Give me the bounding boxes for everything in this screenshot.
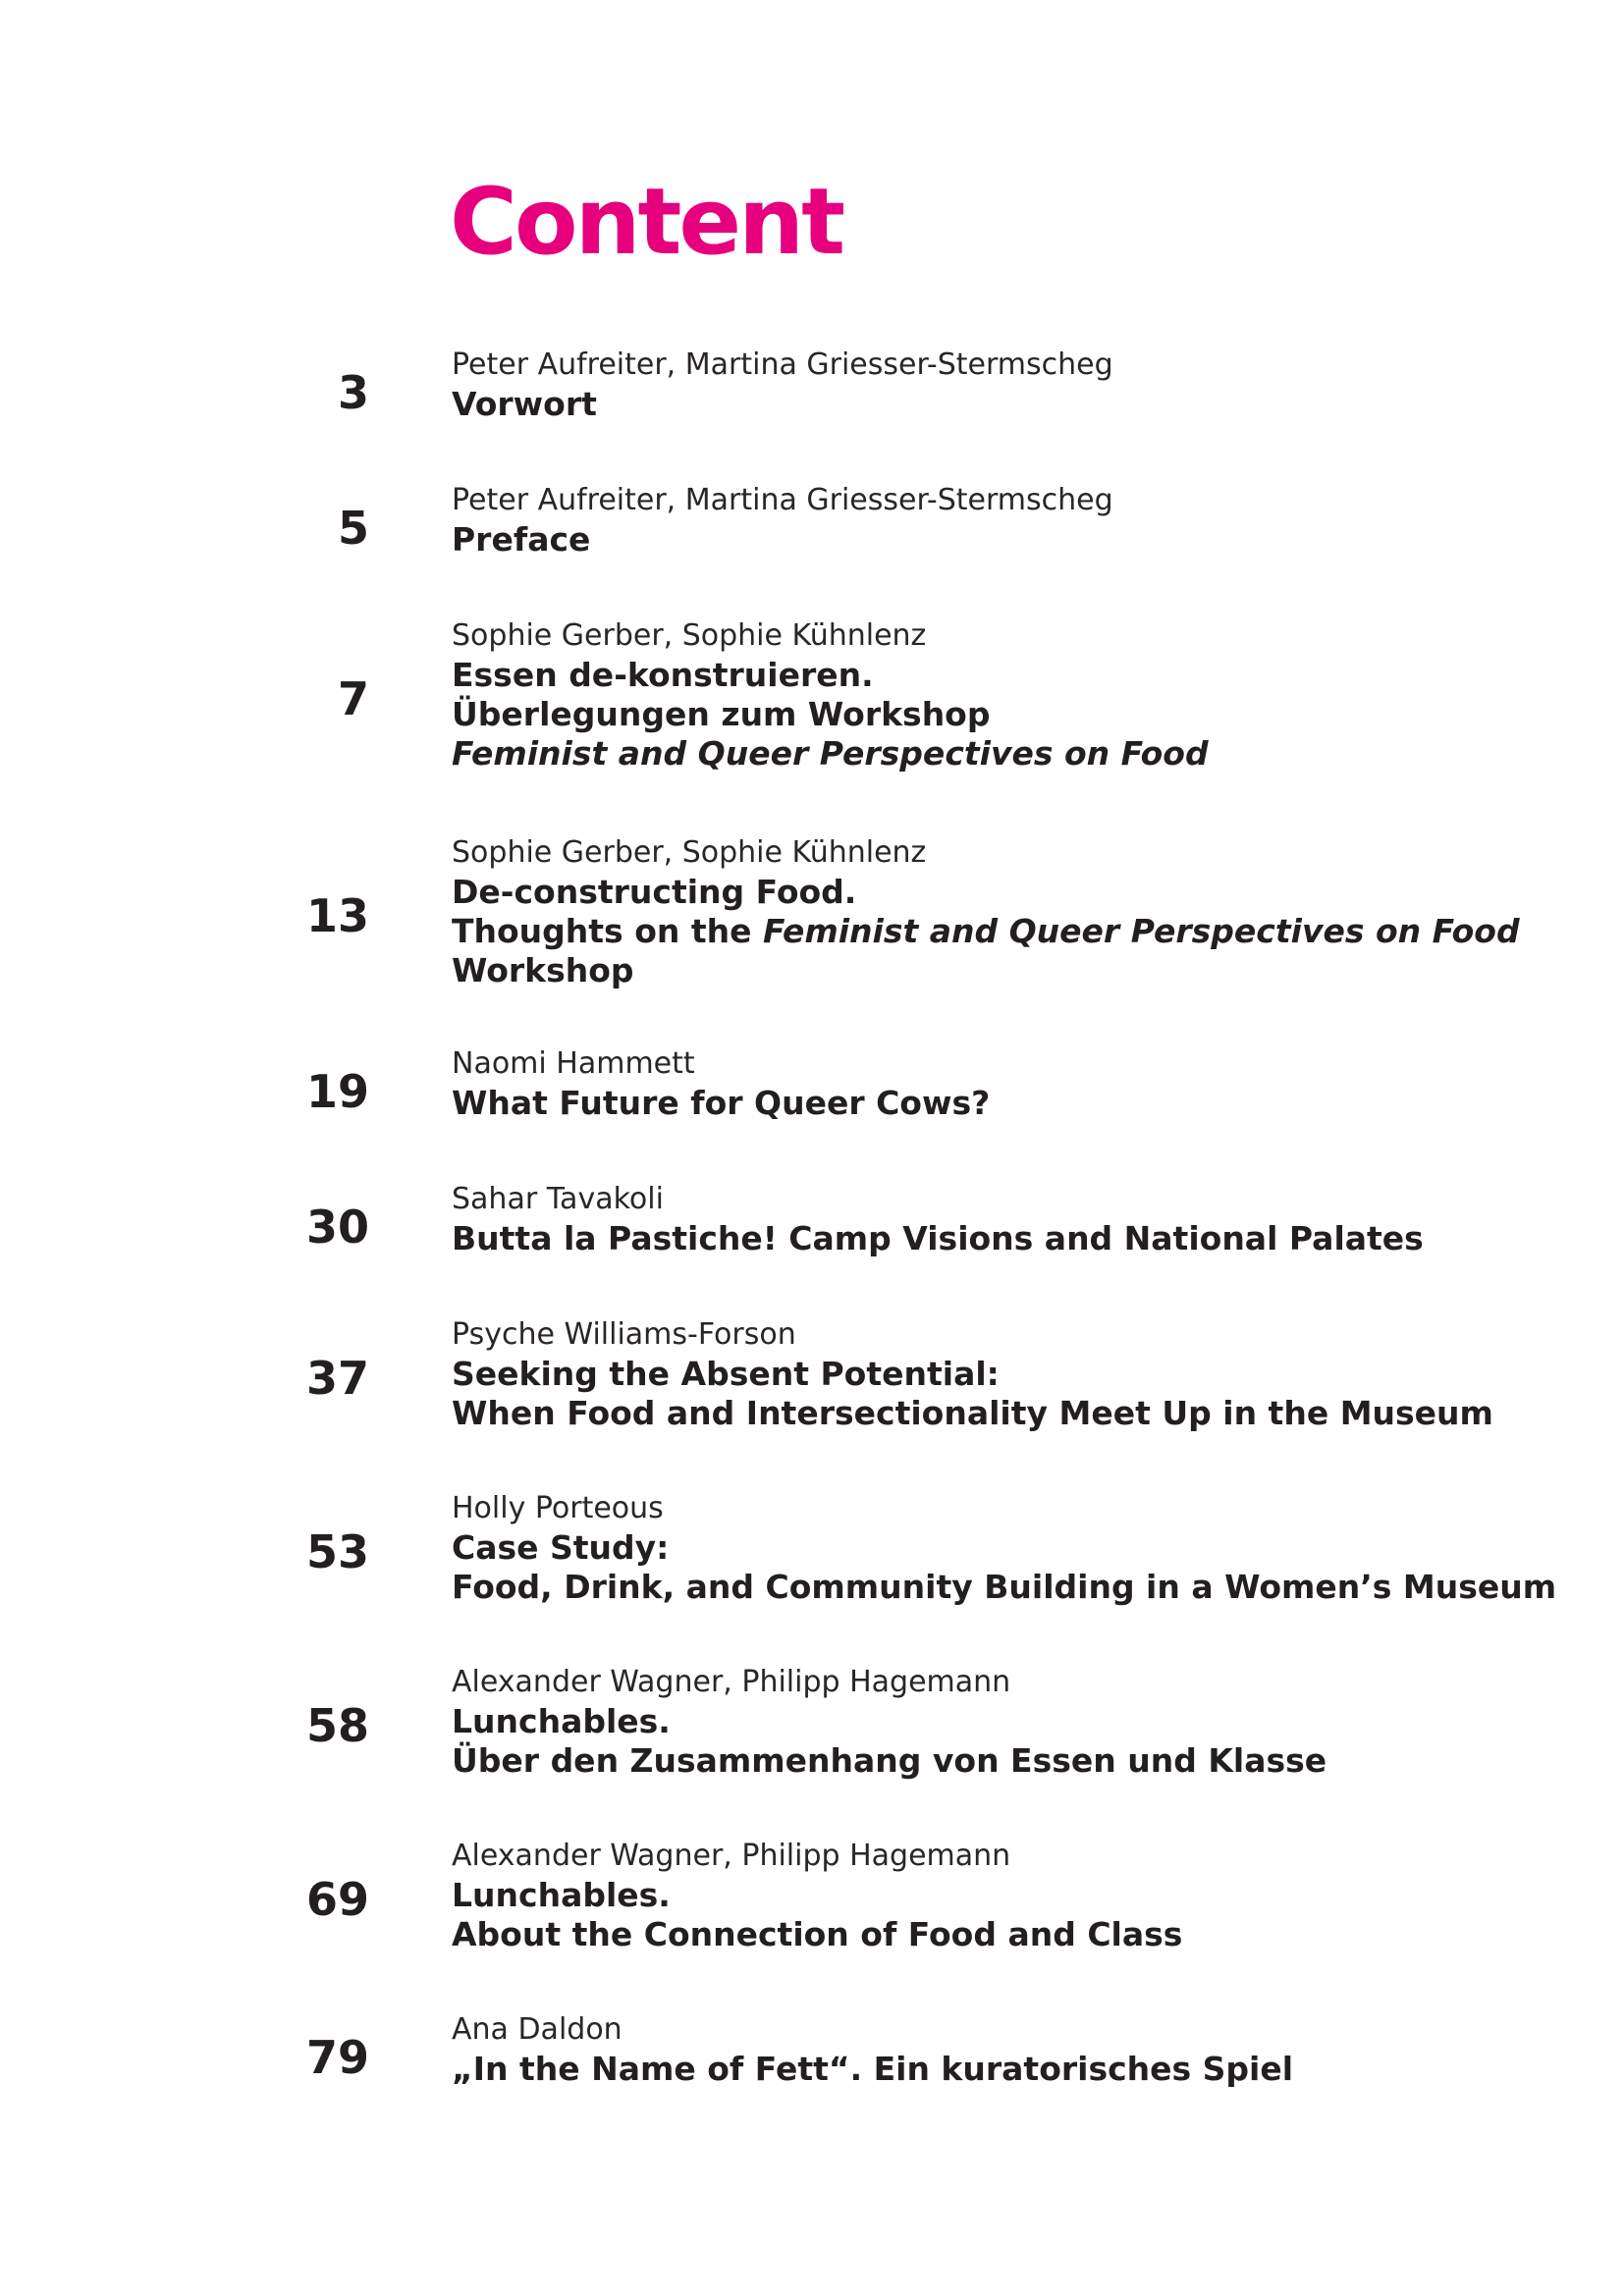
- toc-entry-text: [452, 1489, 1557, 1607]
- toc-entry-authors: Peter Aufreiter, Martina Griesser-Stermscheg: [452, 483, 1113, 517]
- toc-entry-title-line: [452, 1219, 1512, 1258]
- toc-entry-title-line: [452, 951, 1512, 990]
- toc-entry-title-segment: About the Connection of Food and Class: [452, 1915, 1183, 1953]
- toc-entry-title-italic: Feminist and Queer Perspectives on Food: [452, 734, 1209, 773]
- toc-entry-authors: Sophie Gerber, Sophie Kühnlenz: [452, 835, 927, 870]
- toc-entry-authors: Alexander Wagner, Philipp Hagemann: [452, 1665, 1011, 1699]
- toc-entry-authors: Alexander Wagner, Philipp Hagemann: [452, 1839, 1011, 1873]
- toc-entry-title-italic: Feminist and Queer Perspectives on Food: [762, 912, 1520, 950]
- toc-entry-authors: Sahar Tavakoli: [452, 1182, 664, 1216]
- toc-entry-title-segment: Case Study:: [452, 1528, 670, 1567]
- toc-entry-text: [452, 1044, 1512, 1123]
- toc-entry-title-segment: Über den Zusammenhang von Essen und Klasse: [452, 1741, 1327, 1780]
- toc-entry-title-segment: Seeking the Absent Potential:: [452, 1355, 1000, 1393]
- toc-entry-page-number: 37: [305, 1352, 369, 1405]
- toc-entry-text: [452, 346, 1512, 424]
- toc-entry-title-segment: Workshop: [452, 951, 634, 989]
- toc-entry-title-line: [452, 734, 1512, 774]
- toc-entry-title-segment: Vorwort: [452, 385, 597, 423]
- toc-entry-text: [452, 481, 1512, 560]
- toc-entry-text: [452, 1837, 1512, 1954]
- toc-entry-title-line: [452, 1084, 1512, 1123]
- toc-entry-title-segment: Butta la Pastiche! Camp Visions and National Palates: [452, 1219, 1424, 1257]
- toc-entry-authors: Psyche Williams-Forson: [452, 1317, 796, 1352]
- toc-entry-title-line: [452, 1394, 1512, 1433]
- toc-entry-title-segment: De-constructing Food.: [452, 873, 857, 911]
- toc-entry-authors: Sophie Gerber, Sophie Kühnlenz: [452, 618, 927, 653]
- toc-entry-text: [452, 1180, 1512, 1258]
- toc-entry-page-number: 69: [305, 1873, 369, 1926]
- toc-entry-text: [452, 1315, 1512, 1433]
- toc-entry-authors: Holly Porteous: [452, 1491, 664, 1525]
- toc-entry-title-segment: Überlegungen zum Workshop: [452, 695, 991, 733]
- toc-entry-page-number: 53: [305, 1525, 369, 1578]
- toc-entry-title-line: [452, 1741, 1512, 1781]
- toc-entry-authors: Peter Aufreiter, Martina Griesser-Stermscheg: [452, 347, 1113, 382]
- toc-entry-title-segment: What Future for Queer Cows?: [452, 1084, 991, 1122]
- toc-entry-title-line: [452, 695, 1512, 734]
- toc-entry-title-line: [452, 385, 1512, 424]
- toc-entry-title-segment: Lunchables.: [452, 1876, 671, 1914]
- toc-entry-text: [452, 1663, 1512, 1781]
- toc-entry-title-segment: Thoughts on the: [452, 912, 763, 950]
- toc-entry-title-line: [452, 1876, 1512, 1915]
- toc-entry-title-line: [452, 1915, 1512, 1954]
- toc-entry-text: [452, 616, 1512, 774]
- toc-entry-page-number: 3: [337, 366, 369, 419]
- toc-entry-text: [452, 2010, 1512, 2089]
- toc-entry-title-segment: Food, Drink, and Community Building in a Women’s Museum: [452, 1568, 1557, 1606]
- toc-entry-authors: Ana Daldon: [452, 2012, 623, 2047]
- toc-entry-authors: Naomi Hammett: [452, 1046, 695, 1081]
- toc-entry-title-line: [452, 520, 1512, 560]
- toc-entry-page-number: 19: [305, 1065, 369, 1118]
- toc-entry-title-line: [452, 1568, 1557, 1607]
- toc-entry-page-number: 30: [305, 1201, 369, 1254]
- toc-entry-page-number: 79: [305, 2031, 369, 2084]
- toc-entry-title-line: [452, 912, 1520, 951]
- toc-entry-page-number: 7: [337, 672, 369, 725]
- toc-entry-title-line: [452, 1702, 1512, 1741]
- toc-entry-title-line: [452, 1528, 1512, 1568]
- toc-entry-title-segment: Lunchables.: [452, 1702, 671, 1740]
- toc-entry-title-line: [452, 873, 1512, 912]
- toc-entry-text: [452, 833, 1520, 990]
- toc-entry-title-segment: „In the Name of Fett“. Ein kuratorisches Spiel: [452, 2050, 1294, 2088]
- toc-entry-title-line: [452, 1355, 1512, 1394]
- toc-entry-title-segment: Essen de-konstruieren.: [452, 656, 874, 694]
- toc-entry-title-line: [452, 656, 1512, 695]
- toc-entry-title-segment: When Food and Intersectionality Meet Up in the Museum: [452, 1394, 1493, 1432]
- toc-entry-page-number: 58: [305, 1699, 369, 1752]
- toc-entry-title-line: [452, 2050, 1512, 2089]
- toc-entry-title-segment: Preface: [452, 520, 591, 559]
- page-title: Content: [450, 169, 843, 276]
- toc-entry-page-number: 13: [305, 889, 369, 942]
- toc-entry-page-number: 5: [337, 502, 369, 555]
